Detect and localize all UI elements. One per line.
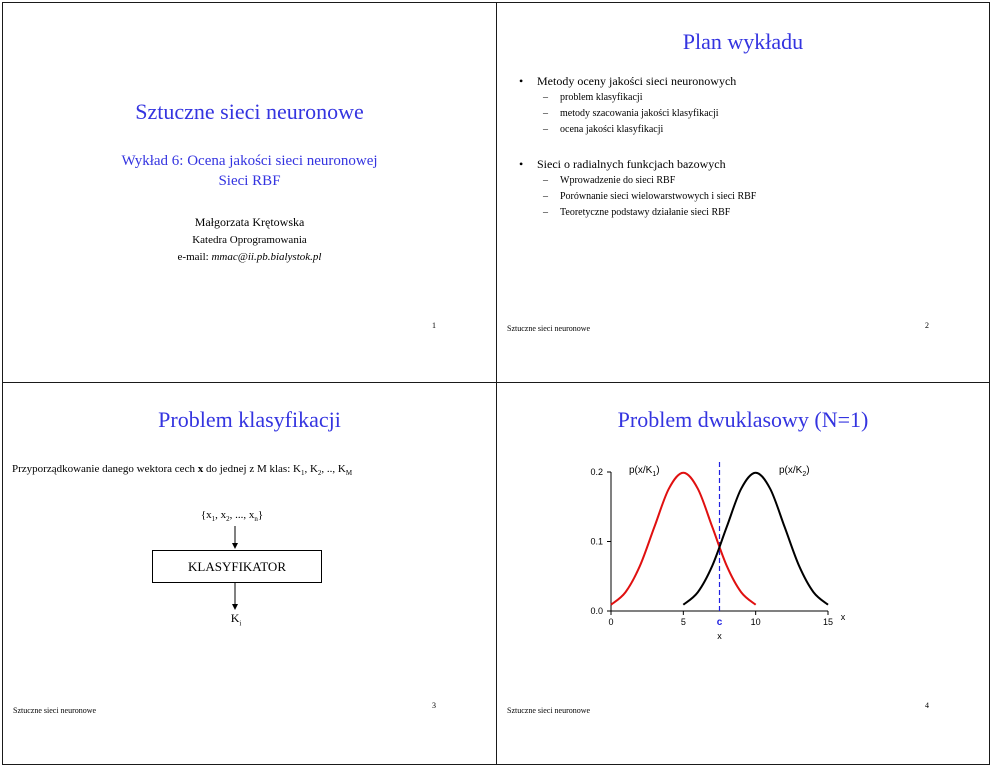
outline-subitem: – Wprowadzenie do sieci RBF: [519, 173, 756, 189]
feature-vector-symbol: x: [197, 463, 204, 475]
description-text: do jednej z M klas: K: [203, 463, 301, 475]
input-arrow-head: [232, 543, 238, 549]
series-2-label: $p(x/K_2)$: [779, 465, 810, 478]
set-text: }: [257, 509, 264, 521]
outline-subitem: – Teoretyczne podstawy działanie sieci RBF: [519, 205, 756, 221]
outline-list: [519, 73, 756, 221]
subscript: 1: [300, 469, 305, 478]
page-number: 3: [432, 701, 436, 710]
slide-title: Sztuczne sieci neuronowe: [135, 99, 364, 124]
x-tick-label: 15: [822, 617, 834, 627]
outline-subitem: – metody szacowania jakości klasyfikacji: [519, 106, 756, 122]
outline-subitem: – ocena jakości klasyfikacji: [519, 122, 756, 138]
slide-4: [496, 382, 990, 765]
slide-title: Problem klasyfikacji: [158, 407, 341, 432]
x-axis-end-label: x: [840, 612, 846, 622]
subtitle-line-1: Wykład 6: Ocena jakości sieci neuronowej: [121, 153, 378, 169]
subtitle-line-2: Sieci RBF: [218, 173, 281, 189]
output-arrow-head: [232, 604, 238, 610]
series-2-curve: [683, 473, 828, 605]
y-tick-label: 0.0: [590, 606, 603, 616]
y-tick-label: 0.2: [590, 467, 603, 477]
subscript: n: [254, 515, 258, 524]
page-number: 4: [925, 701, 929, 710]
subscript: 1: [211, 515, 216, 524]
email-label: e-mail:: [177, 251, 209, 263]
output-class-symbol: K: [230, 611, 240, 625]
description-text: Przyporządkowanie danego wektora cech: [12, 463, 198, 475]
email-line: [3, 251, 496, 263]
description-text: , .., K: [321, 463, 346, 475]
subscript: 2: [226, 515, 230, 524]
description-text: , K: [304, 463, 318, 475]
slide-title: Problem dwuklasowy (N=1): [617, 407, 869, 432]
x-tick-label: 5: [680, 617, 686, 627]
slide-footer: Sztuczne sieci neuronowe: [507, 324, 591, 333]
set-text: {x: [200, 509, 212, 521]
classifier-box: KLASYFIKATOR: [152, 550, 322, 583]
outline-bullet: • Sieci o radialnych funkcjach bazowych: [519, 156, 756, 173]
department: Katedra Oprogramowania: [192, 234, 307, 246]
email-address: mmac@ii.pb.bialystok.pl: [211, 251, 322, 263]
outline-subitem: – Porównanie sieci wielowarstwowych i sieci RBF: [519, 189, 756, 205]
author-name: Małgorzata Krętowska: [194, 215, 305, 229]
outline-subitem: – problem klasyfikacji: [519, 90, 756, 106]
slide-2: [496, 2, 990, 383]
x-tick-label: 10: [750, 617, 761, 627]
outline-bullet: • Metody oceny jakości sieci neuronowych: [519, 73, 756, 90]
slide-1: [2, 2, 497, 383]
subscript: i: [239, 619, 242, 628]
subscript: M: [345, 469, 353, 478]
slide-footer: Sztuczne sieci neuronowe: [13, 706, 97, 715]
slide-subtitle: [3, 151, 496, 191]
y-tick-label: 0.1: [590, 536, 603, 547]
x-axis-label: x: [717, 631, 722, 641]
threshold-label: c: [716, 617, 723, 628]
set-text: , x: [215, 509, 227, 521]
chart-curves: [611, 461, 828, 611]
slide-3: [2, 382, 497, 765]
slide-footer: Sztuczne sieci neuronowe: [507, 706, 591, 715]
series-1-curve: [611, 473, 756, 605]
set-text: , ..., x: [229, 509, 255, 521]
page-number: 1: [432, 321, 436, 330]
x-tick-label: 0: [608, 617, 614, 627]
output-class: [3, 611, 469, 627]
subscript: 2: [317, 469, 322, 478]
page-number: 2: [925, 321, 929, 330]
series-1-label: $p(x/K_1)$: [629, 465, 660, 478]
slide-title: Plan wykładu: [682, 29, 804, 54]
